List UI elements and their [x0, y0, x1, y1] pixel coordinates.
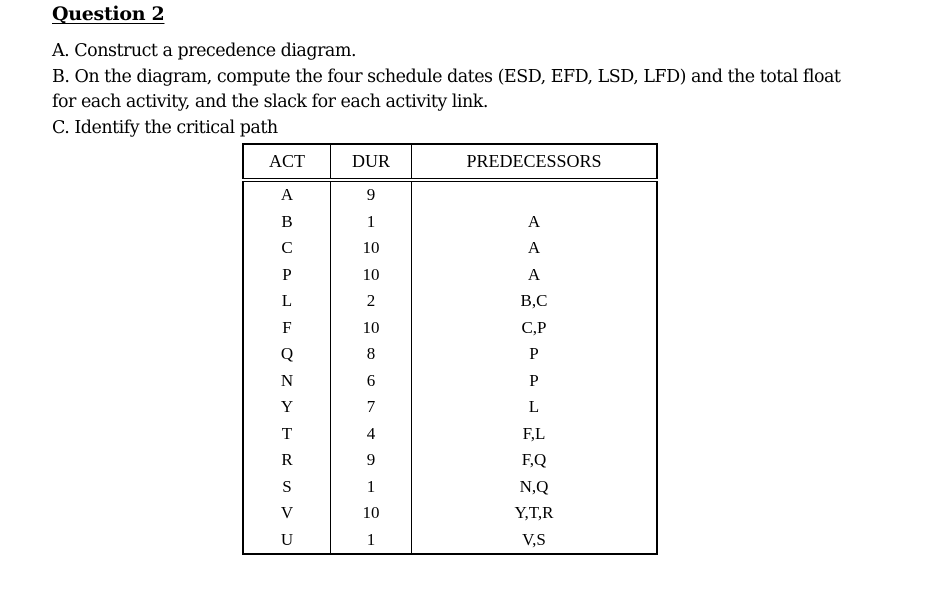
cell-dur: 10	[331, 235, 412, 262]
cell-act: V	[243, 500, 331, 527]
table-row	[243, 421, 657, 448]
cell-dur: 10	[331, 262, 412, 289]
cell-act: N	[243, 368, 331, 395]
cell-act: F	[243, 315, 331, 342]
cell-predecessors	[412, 180, 658, 209]
cell-act: T	[243, 421, 331, 448]
cell-predecessors: P	[412, 341, 658, 368]
cell-act: B	[243, 209, 331, 236]
table-row	[243, 180, 657, 209]
table-header-row	[243, 144, 657, 180]
table-body	[243, 180, 657, 554]
cell-predecessors: A	[412, 262, 658, 289]
cell-dur: 6	[331, 368, 412, 395]
cell-act: Y	[243, 394, 331, 421]
activity-table	[242, 143, 658, 555]
table-row	[243, 474, 657, 501]
table-row	[243, 262, 657, 289]
cell-dur: 1	[331, 474, 412, 501]
cell-predecessors: Y,T,R	[412, 500, 658, 527]
instruction-line-b-cont: for each activity, and the slack for each activity link.	[52, 92, 488, 112]
table-row	[243, 235, 657, 262]
cell-act: C	[243, 235, 331, 262]
cell-predecessors: V,S	[412, 527, 658, 555]
cell-dur: 10	[331, 315, 412, 342]
cell-act: Q	[243, 341, 331, 368]
cell-predecessors: B,C	[412, 288, 658, 315]
cell-act: P	[243, 262, 331, 289]
table-row	[243, 288, 657, 315]
instruction-line-c: C. Identify the critical path	[52, 117, 278, 138]
cell-act: U	[243, 527, 331, 555]
cell-dur: 1	[331, 527, 412, 555]
table-row	[243, 315, 657, 342]
instruction-line-b: B. On the diagram, compute the four schedule dates (ESD, EFD, LSD, LFD) and the total float	[52, 66, 841, 87]
cell-dur: 2	[331, 288, 412, 315]
header-act: ACT	[243, 144, 331, 180]
cell-predecessors: C,P	[412, 315, 658, 342]
cell-act: S	[243, 474, 331, 501]
cell-act: L	[243, 288, 331, 315]
cell-dur: 9	[331, 180, 412, 209]
cell-predecessors: P	[412, 368, 658, 395]
cell-predecessors: A	[412, 209, 658, 236]
table-row	[243, 500, 657, 527]
question-title: Question 2	[52, 3, 165, 25]
cell-predecessors: L	[412, 394, 658, 421]
cell-dur: 8	[331, 341, 412, 368]
instruction-line-a: A. Construct a precedence diagram.	[52, 41, 357, 61]
header-dur: DUR	[331, 144, 412, 180]
cell-dur: 7	[331, 394, 412, 421]
cell-predecessors: F,Q	[412, 447, 658, 474]
table-row	[243, 394, 657, 421]
cell-dur: 9	[331, 447, 412, 474]
cell-act: A	[243, 180, 331, 209]
cell-dur: 4	[331, 421, 412, 448]
cell-dur: 10	[331, 500, 412, 527]
table-row	[243, 341, 657, 368]
cell-predecessors: F,L	[412, 421, 658, 448]
header-predecessors: PREDECESSORS	[412, 144, 658, 180]
table-row	[243, 527, 657, 555]
cell-act: R	[243, 447, 331, 474]
table-row	[243, 209, 657, 236]
cell-dur: 1	[331, 209, 412, 236]
cell-predecessors: N,Q	[412, 474, 658, 501]
instructions	[52, 39, 932, 141]
cell-predecessors: A	[412, 235, 658, 262]
table-row	[243, 447, 657, 474]
table-row	[243, 368, 657, 395]
